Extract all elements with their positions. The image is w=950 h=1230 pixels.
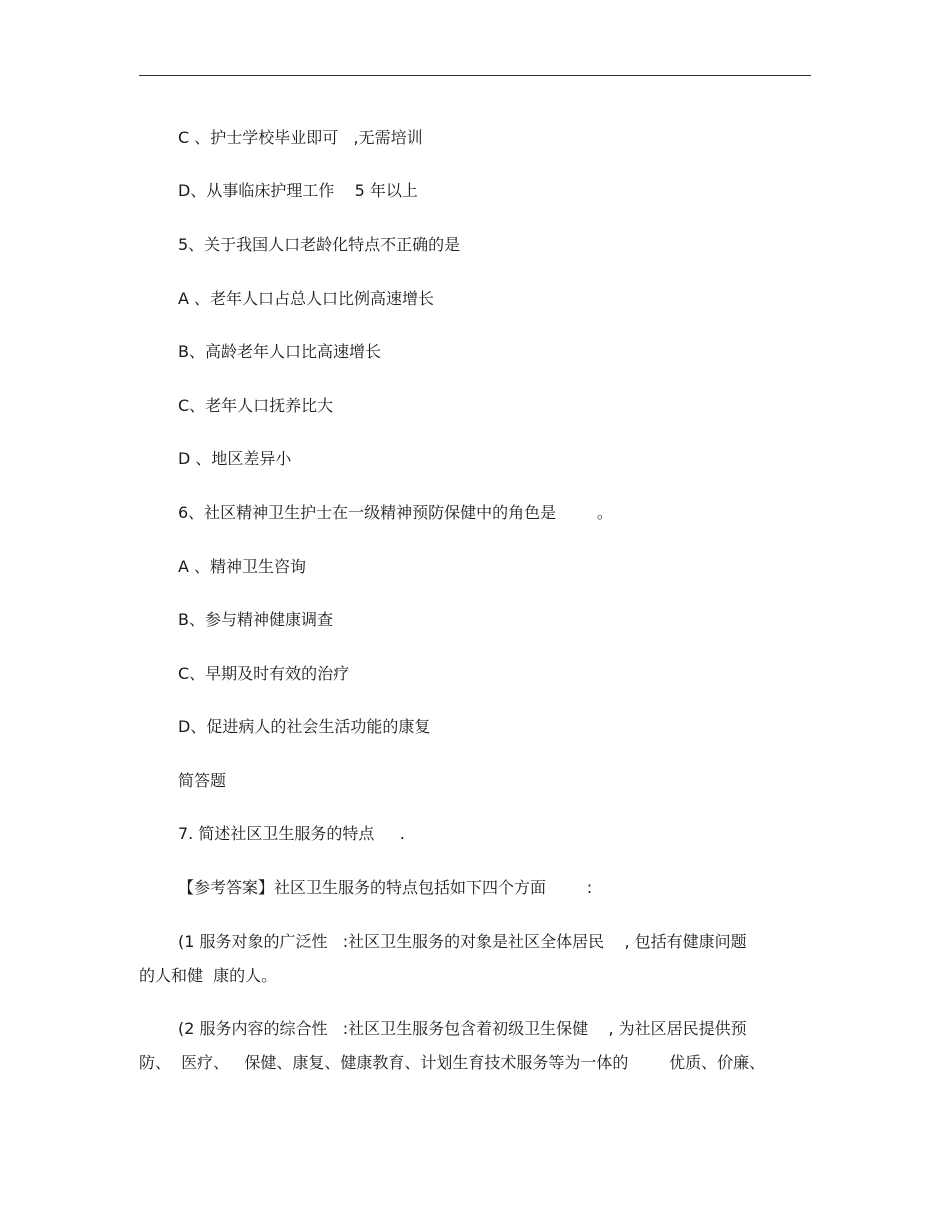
answer-point-2-cont: 防、 医疗、 保健、康复、健康教育、计划生育技术服务等为一体的 优质、价廉、 [139, 1053, 766, 1072]
option-c-q6: C、早期及时有效的治疗 [178, 664, 350, 683]
option-b-q6: B、参与精神健康调查 [178, 610, 333, 629]
option-c-q5: C、老年人口抚养比大 [178, 396, 334, 415]
option-d-q6: D、促进病人的社会生活功能的康复 [178, 717, 431, 736]
section-heading: 简答题 [178, 771, 227, 790]
question-7: 7. 简述社区卫生服务的特点 . [178, 824, 405, 843]
answer-intro: 【参考答案】社区卫生服务的特点包括如下四个方面 : [178, 878, 593, 897]
option-a-q6: A 、精神卫生咨询 [178, 557, 307, 576]
answer-point-2: (2 服务内容的综合性 :社区卫生服务包含着初级卫生保健 , 为社区居民提供预 [178, 1019, 747, 1038]
answer-point-1: (1 服务对象的广泛性 :社区卫生服务的对象是社区全体居民 , 包括有健康问题 [178, 932, 747, 951]
option-a-q5: A 、老年人口占总人口比例高速增长 [178, 289, 435, 308]
option-c-q4: C 、护士学校毕业即可 ,无需培训 [178, 128, 423, 147]
option-d-q5: D 、地区差异小 [178, 449, 292, 468]
question-6: 6、社区精神卫生护士在一级精神预防保健中的角色是 。 [178, 503, 613, 522]
answer-point-1-cont: 的人和健 康的人。 [139, 966, 278, 985]
question-5: 5、关于我国人口老龄化特点不正确的是 [178, 235, 461, 254]
option-b-q5: B、高龄老年人口比高速增长 [178, 342, 381, 361]
header-rule [139, 75, 811, 76]
option-d-q4: D、从事临床护理工作 5 年以上 [178, 181, 418, 200]
